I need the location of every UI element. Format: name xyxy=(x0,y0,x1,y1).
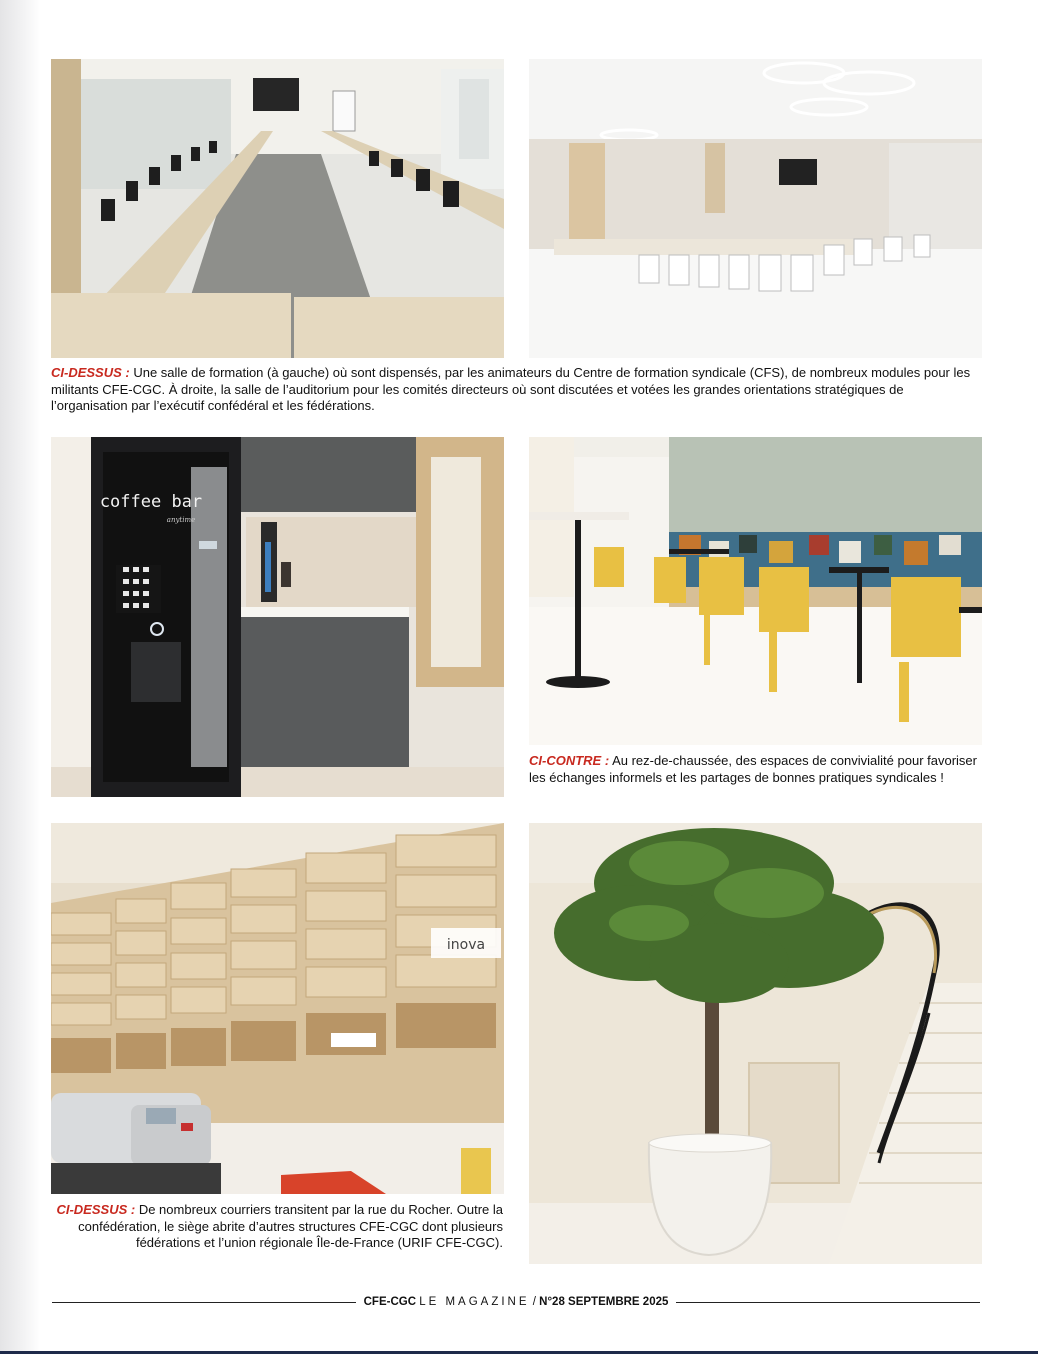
mailbox-logo: inova xyxy=(446,937,486,953)
caption-text: De nombreux courriers transitent par la rue du Rocher. Outre la confédération, le siège abrite d’autres structures CFE-CGC dont plusieurs fédérations et l’union régionale Île-de-France (URIF CFE-CGC). xyxy=(78,1202,503,1250)
photo-mailboxes xyxy=(51,823,504,1194)
caption-lead: CI-DESSUS : xyxy=(56,1202,136,1217)
footer-separator: / xyxy=(532,1296,536,1308)
footer-magazine: LE MAGAZINE xyxy=(419,1296,530,1308)
footer-rule-right xyxy=(676,1302,980,1303)
caption-lounge xyxy=(529,753,982,786)
coffee-bar-tagline: anytime xyxy=(166,516,196,524)
caption-mail xyxy=(51,1202,503,1252)
photo-auditorium xyxy=(529,59,982,358)
photo-training-room xyxy=(51,59,504,358)
caption-training xyxy=(51,365,982,415)
photo-coffee-bar xyxy=(51,437,504,797)
coffee-bar-logo: coffee bar xyxy=(99,492,203,512)
page-shadow xyxy=(0,0,40,1354)
caption-lead: CI-CONTRE : xyxy=(529,753,610,768)
photo-lounge xyxy=(529,437,982,745)
footer-credit xyxy=(364,1296,669,1308)
caption-text: Au rez-de-chaussée, des espaces de convivialité pour favoriser les échanges informels et les partages de bonnes pratiques syndicales ! xyxy=(529,753,977,785)
footer-rule-left xyxy=(52,1302,356,1303)
footer-brand: CFE-CGC xyxy=(363,1296,416,1308)
caption-text: Une salle de formation (à gauche) où sont dispensés, par les animateurs du Centre de formation syndicale (CFS), de nombreux modules pour les militants CFE-CGC. À droite, la salle de l’auditorium pour les comités directeurs où sont discutées et votées les grandes orientations stratégiques de l’organisation par l’exécutif confédéral et les fédérations. xyxy=(51,365,971,413)
caption-lead: CI-DESSUS : xyxy=(51,365,130,380)
footer-issue: N°28 SEPTEMBRE 2025 xyxy=(539,1296,669,1308)
photo-staircase-tree xyxy=(529,823,982,1264)
page-footer xyxy=(52,1293,980,1311)
